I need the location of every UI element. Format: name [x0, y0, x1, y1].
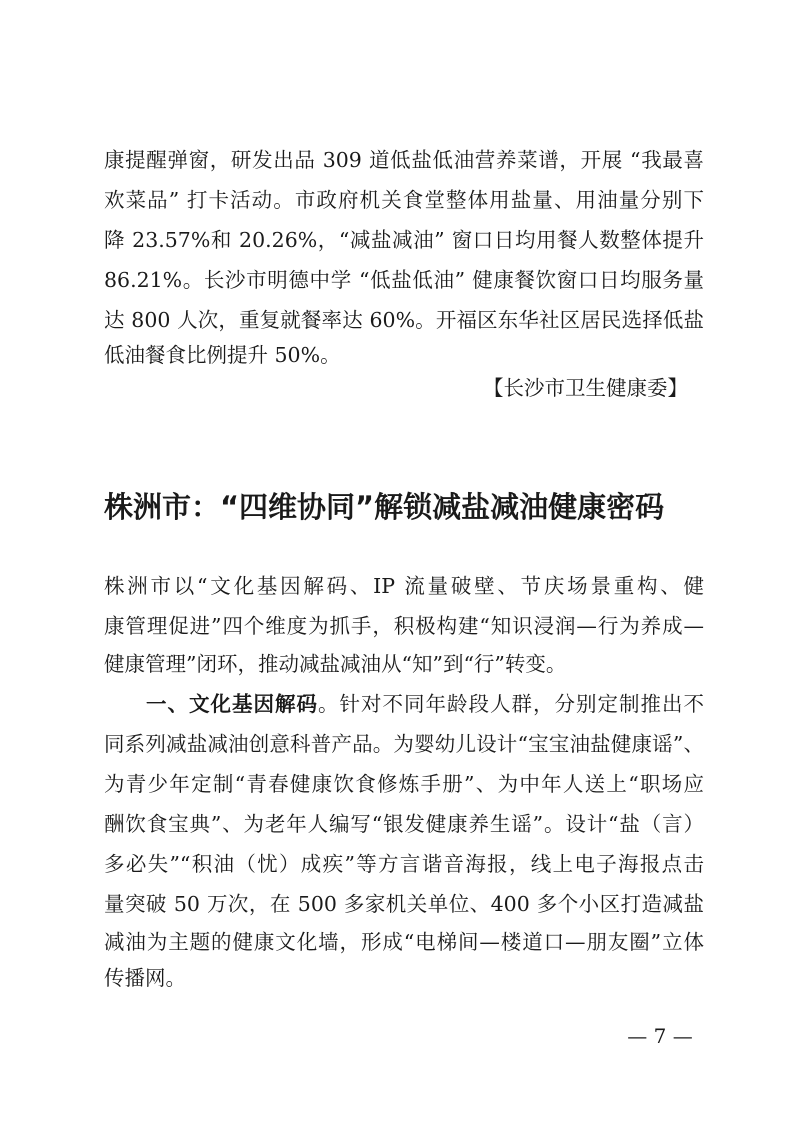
paragraph-line: 减油为主题的健康文化墙，形成“电梯间—楼道口—朋友圈”立体 [104, 930, 704, 954]
page-number: — 7 — [627, 1024, 693, 1048]
paragraph-line: 康提醒弹窗，研发出品 309 道低盐低油营养菜谱，开展 “我最喜 [104, 148, 704, 172]
paragraph-line: 欢菜品” 打卡活动。市政府机关食堂整体用盐量、用油量分别下 [104, 188, 704, 212]
paragraph-line: 健康管理”闭环，推动减盐减油从“知”到“行”转变。 [104, 652, 567, 676]
paragraph-line: 量突破 50 万次，在 500 多家机关单位、400 多个小区打造减盐 [104, 892, 704, 916]
paragraph-line: 达 800 人次，重复就餐率达 60%。开福区东华社区居民选择低盐 [104, 308, 704, 332]
paragraph-line: 同系列减盐减油创意科普产品。为婴幼儿设计“宝宝油盐健康谣”、 [104, 732, 704, 756]
section-one-first-line [104, 690, 704, 718]
section-one-lead: 一、文化基因解码 [145, 692, 318, 716]
source-attribution: 【长沙市卫生健康委】 [483, 376, 688, 400]
paragraph-line: 低油餐食比例提升 50%。 [104, 343, 341, 367]
paragraph-line: 株洲市以“文化基因解码、IP 流量破壁、节庆场景重构、健 [104, 574, 704, 598]
section-one-text: 。针对不同年龄段人群，分别定制推出不 [318, 692, 704, 716]
paragraph-line: 为青少年定制“青春健康饮食修炼手册”、为中年人送上“职场应 [104, 772, 704, 796]
paragraph-line: 酬饮食宝典”、为老年人编写“银发健康养生谣”。设计“盐（言） [104, 812, 704, 836]
article-heading: 株洲市：“四维协同”解锁减盐减油健康密码 [104, 490, 665, 524]
paragraph-line: 多必失”“积油（忧）成疾”等方言谐音海报，线上电子海报点击 [104, 852, 704, 876]
paragraph-line: 降 23.57%和 20.26%，“减盐减油” 窗口日均用餐人数整体提升 [104, 228, 704, 252]
paragraph-line: 86.21%。长沙市明德中学 “低盐低油” 健康餐饮窗口日均服务量 [104, 268, 704, 292]
paragraph-line: 康管理促进”四个维度为抓手，积极构建“知识浸润—行为养成— [104, 614, 704, 638]
paragraph-line: 传播网。 [104, 966, 186, 990]
